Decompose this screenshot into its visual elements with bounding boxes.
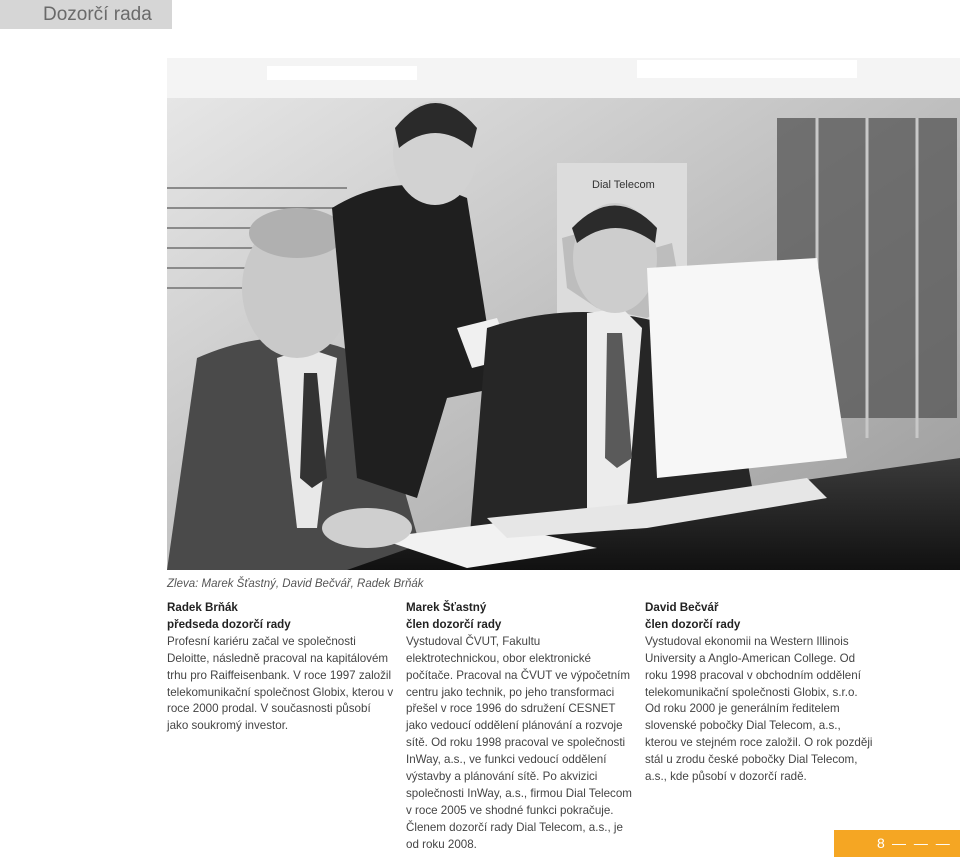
member-name: Marek Šťastný bbox=[406, 601, 487, 614]
member-name: Radek Brňák bbox=[167, 601, 238, 614]
sign-text: Dial Telecom bbox=[592, 179, 655, 191]
board-photo-illustration bbox=[167, 58, 960, 570]
section-title-box bbox=[0, 0, 172, 29]
member-column-3 bbox=[645, 600, 875, 786]
member-role: předseda dozorčí rady bbox=[167, 617, 291, 631]
member-bio: Vystudoval ČVUT, Fakultu elektrotechnickou, obor elektronické počítače. Pracoval na ČVUT ve výpočetním centru jako technik, po jeho transformaci přešel v roce 1996 do sdružení CESNET jako vedoucí oddělení plánování a rozvoje sítě. Od roku 1998 pracoval ve společnosti InWay, a.s., ve funkci vedoucí oddělení výstavby a plánování sítě. Po akvizici společnosti InWay, a.s., firmou Dial Telecom v roce 2005 ve shodné funkci pokračuje. Členem dozorčí rady Dial Telecom, a.s., je od roku 2008. bbox=[406, 634, 632, 851]
page-number-tab bbox=[834, 830, 960, 857]
member-name: David Bečvář bbox=[645, 601, 719, 614]
member-column-2 bbox=[406, 600, 636, 854]
member-role: člen dozorčí rady bbox=[645, 617, 741, 631]
section-title: Dozorčí rada bbox=[43, 4, 152, 25]
photo-caption: Zleva: Marek Šťastný, David Bečvář, Radek Brňák bbox=[167, 578, 424, 590]
board-photo bbox=[167, 58, 960, 570]
member-bio: Vystudoval ekonomii na Western Illinois University a Anglo-American College. Od roku 1998 pracoval v obchodním oddělení telekomunikační společnosti Globix, s.r.o. Od roku 2000 je generálním ředitelem slovenské pobočky Dial Telecom, a.s., kterou ve stejném roce založil. O rok později stál u zrodu české pobočky Dial Telecom, a.s., kde působí v dozorčí radě. bbox=[645, 634, 873, 784]
page-number: 8 bbox=[877, 835, 885, 851]
page-number-dashes: — — — bbox=[892, 835, 952, 851]
member-column-1 bbox=[167, 600, 395, 735]
member-bio: Profesní kariéru začal ve společnosti Deloitte, následně pracoval na kapitálovém trhu pro Raiffeisenbank. V roce 1997 založil telekomunikační společnost Globix, kterou v roce 2000 prodal. V současnosti působí jako soukromý investor. bbox=[167, 634, 394, 733]
member-role: člen dozorčí rady bbox=[406, 617, 502, 631]
